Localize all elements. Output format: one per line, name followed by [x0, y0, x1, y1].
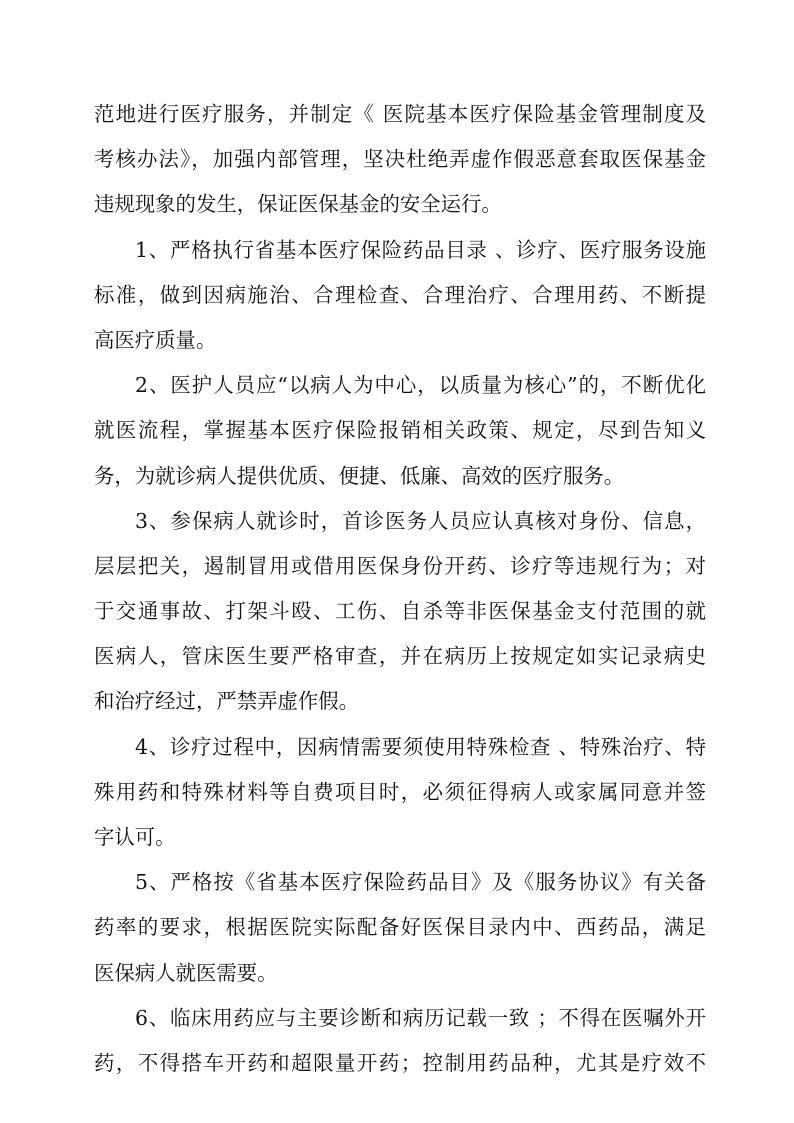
- text-line: 和治疗经过，严禁弄虚作假。: [94, 689, 360, 714]
- text-line: 医病人，管床医生要严格审查，并在病历上按规定如实记录病史: [94, 644, 706, 669]
- paragraph: [94, 725, 706, 861]
- text-line: 层层把关，遏制冒用或借用医保身份开药、诊疗等违规行为；对: [94, 553, 706, 578]
- text-line: 医保病人就医需要。: [94, 960, 278, 985]
- paragraph: [94, 363, 706, 499]
- text-line: 药率的要求，根据医院实际配备好医保目录内中、西药品，满足: [94, 915, 706, 940]
- paragraph: [94, 996, 706, 1086]
- text-line: 标准，做到因病施治、合理检查、合理治疗、合理用药、不断提: [94, 282, 706, 307]
- paragraph: [94, 228, 706, 364]
- text-line: 务，为就诊病人提供优质、便捷、低廉、高效的医疗服务。: [94, 463, 625, 488]
- paragraph: [94, 92, 706, 228]
- document-body: [94, 92, 706, 1086]
- text-line: 殊用药和特殊材料等自费项目时，必须征得病人或家属同意并签: [94, 779, 706, 804]
- text-line: 药，不得搭车开药和超限量开药；控制用药品种，尤其是疗效不: [94, 1050, 706, 1075]
- paragraph: [94, 860, 706, 996]
- text-line: 1、严格执行省基本医疗保险药品目录 、诊疗、医疗服务设施: [135, 237, 706, 262]
- text-line: 6、临床用药应与主要诊断和病历记载一致 ；不得在医嘱外开: [135, 1005, 706, 1030]
- text-line: 4、诊疗过程中，因病情需要须使用特殊检查 、特殊治疗、特: [135, 734, 706, 759]
- text-line: 5、严格按《省基本医疗保险药品目》及《服务协议》有关备: [135, 870, 706, 895]
- text-line: 就医流程，掌握基本医疗保险报销相关政策、规定，尽到告知义: [94, 418, 706, 443]
- text-line: 高医疗质量。: [94, 327, 217, 352]
- text-line: 范地进行医疗服务，并制定《 医院基本医疗保险基金管理制度及: [94, 102, 706, 126]
- paragraph: [94, 499, 706, 725]
- text-line: 违规现象的发生，保证医保基金的安全运行。: [94, 192, 502, 217]
- text-line: 于交通事故、打架斗殴、工伤、自杀等非医保基金支付范围的就: [94, 599, 706, 624]
- text-line: 字认可。: [94, 825, 176, 849]
- text-line: 3、参保病人就诊时，首诊医务人员应认真核对身份、信息，: [135, 508, 706, 533]
- text-line: 考核办法》，加强内部管理，坚决杜绝弄虚作假恶意套取医保基金: [94, 147, 706, 172]
- text-line: 2、医护人员应“以病人为中心，以质量为核心”的，不断优化: [135, 373, 706, 398]
